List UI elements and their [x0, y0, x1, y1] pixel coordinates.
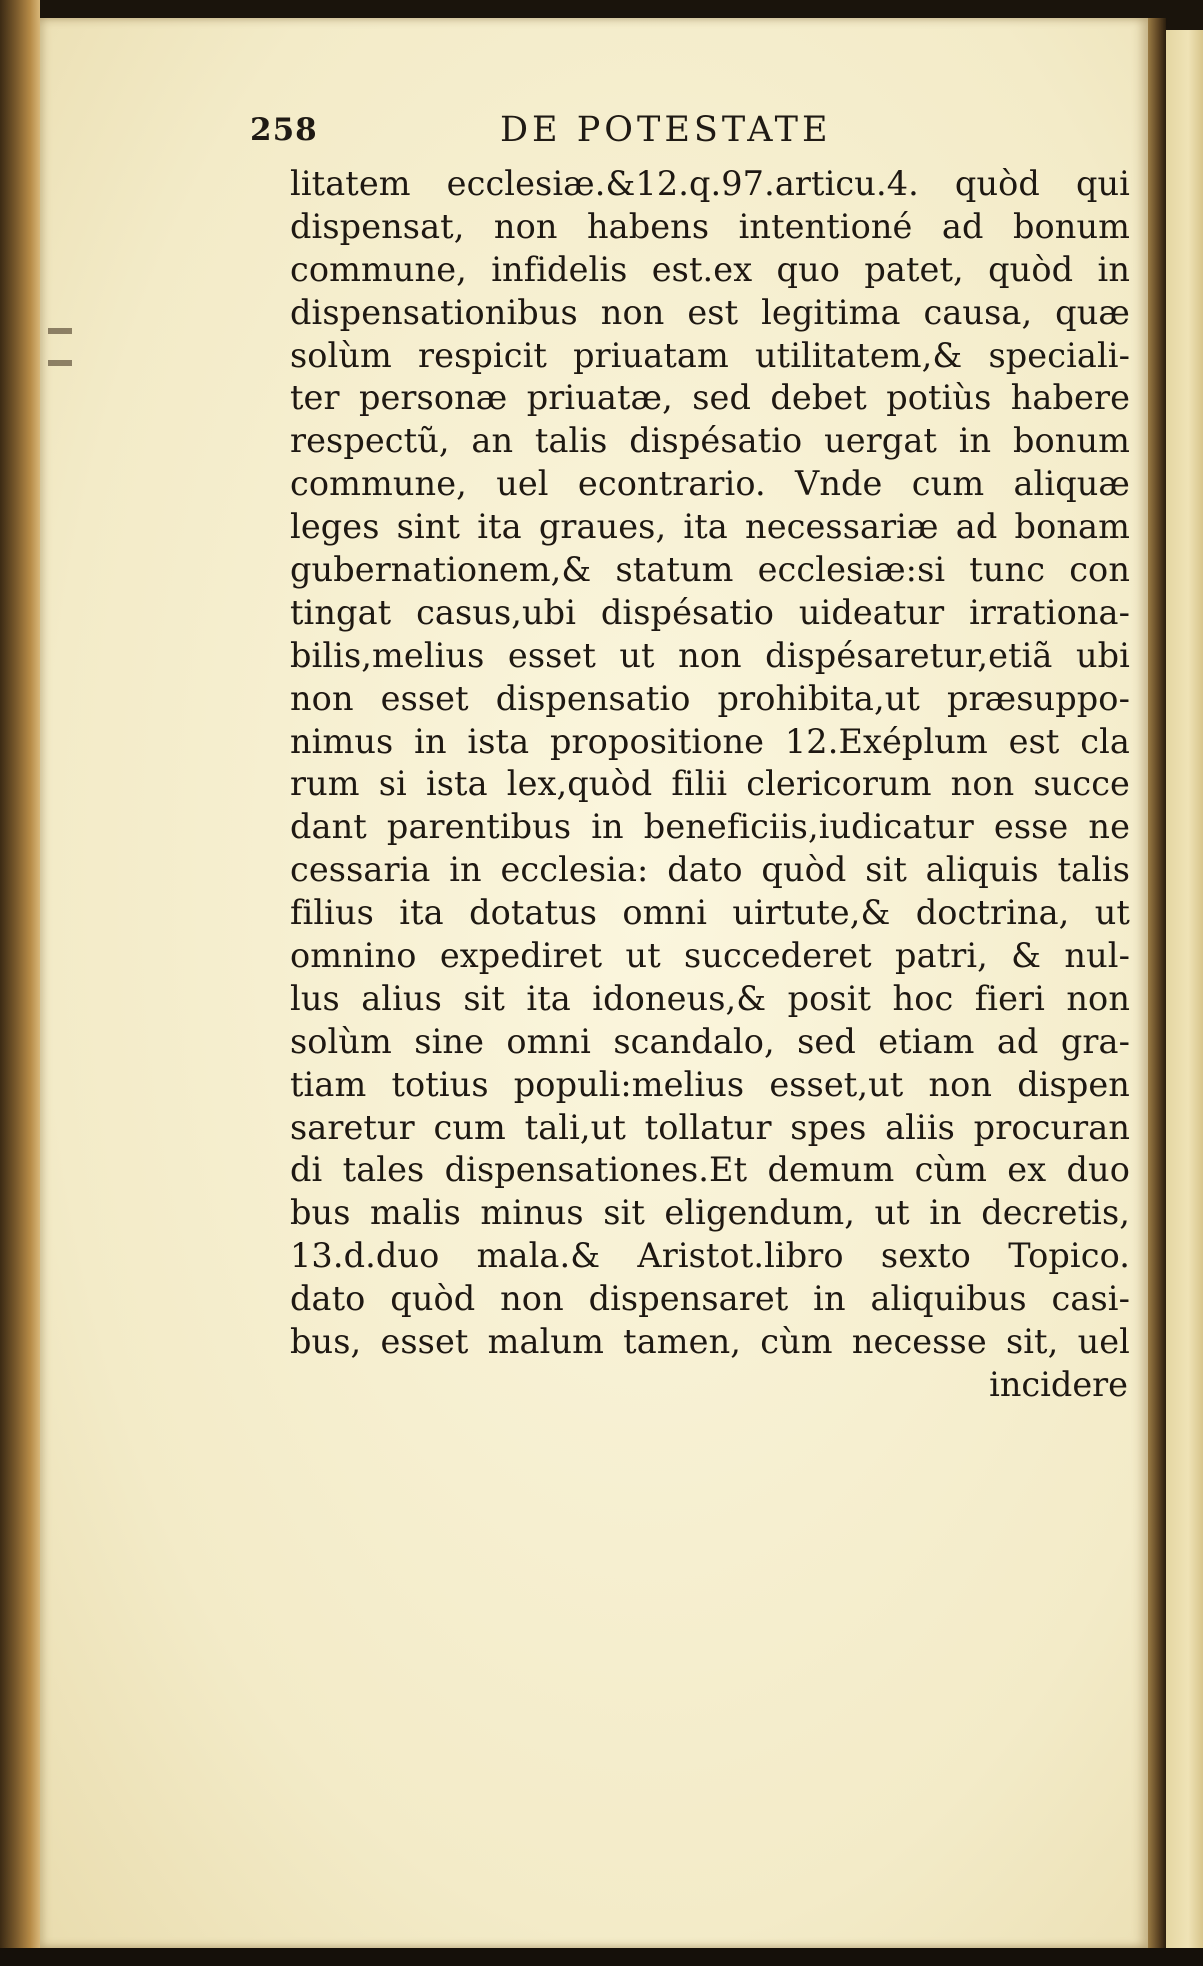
text-line: commune, uel econtrario. Vnde cum aliquæ [290, 464, 1130, 504]
text-line: dant parentibus in beneficiis,iudicatur esse ne [290, 807, 1130, 847]
text-line: rum si ista lex,quòd filii clericorum non succe [290, 764, 1130, 804]
text-line: cessaria in ecclesia: dato quòd sit aliquis talis [290, 850, 1130, 890]
text-line: bus malis minus sit eligendum, ut in decretis, [290, 1193, 1130, 1233]
text-line: commune, infidelis est.ex quo patet, quòd in [290, 249, 1130, 289]
text-line: filius ita dotatus omni uirtute,& doctrina, ut [290, 893, 1130, 933]
text-line: lus alius sit ita idoneus,& posit hoc fieri non [290, 978, 1130, 1018]
text-line: litatem ecclesiæ.&12.q.97.articu.4. quòd qui [290, 164, 1130, 203]
text-line: ter personæ priuatæ, sed debet potiùs habere [290, 378, 1130, 418]
text-line: dispensat, non habens intentioné ad bonum [290, 206, 1130, 246]
page-gutter [1148, 18, 1166, 1948]
facing-page-edge [1166, 30, 1203, 1950]
margin-mark [48, 360, 72, 366]
book-spine-edge [0, 0, 40, 1966]
text-line: 13.d.duo mala.& Aristot.libro sexto Topico. [290, 1236, 1130, 1276]
text-line: respectũ, an talis dispésatio uergat in bonum [290, 421, 1130, 461]
text-line: nimus in ista propositione 12.Exéplum est cla [290, 721, 1130, 761]
text-line: di tales dispensationes.Et demum cùm ex duo [290, 1150, 1130, 1190]
text-line: tingat casus,ubi dispésatio uideatur irrationa- [290, 592, 1130, 632]
text-line: bilis,melius esset ut non dispésaretur,etiã ubi [290, 635, 1130, 675]
catchword: incidere [989, 1364, 1128, 1404]
text-line: solùm sine omni scandalo, sed etiam ad gra- [290, 1021, 1130, 1061]
running-title: DE POTESTATE [500, 110, 832, 150]
text-line: non esset dispensatio prohibita,ut præsuppo- [290, 678, 1130, 718]
text-line: bus, esset malum tamen, cùm necesse sit, uel [290, 1322, 1130, 1362]
scan-bottom-border [0, 1948, 1203, 1966]
text-line: dispensationibus non est legitima causa, quæ [290, 292, 1130, 332]
page-number: 258 [250, 112, 318, 148]
text-line: dato quòd non dispensaret in aliquibus casi- [290, 1279, 1130, 1319]
text-line: gubernationem,& statum ecclesiæ:si tunc con [290, 550, 1130, 590]
text-line: solùm respicit priuatam utilitatem,& speciali- [290, 335, 1130, 375]
text-line: saretur cum tali,ut tollatur spes aliis procuran [290, 1107, 1130, 1147]
text-line: leges sint ita graues, ita necessariæ ad bonam [290, 507, 1130, 547]
page-header [250, 112, 1120, 162]
text-line: tiam totius populi:melius esset,ut non dispen [290, 1064, 1130, 1104]
text-line: omnino expediret ut succederet patri, & nul- [290, 936, 1130, 976]
margin-mark [48, 328, 72, 334]
body-text [290, 163, 1130, 1407]
